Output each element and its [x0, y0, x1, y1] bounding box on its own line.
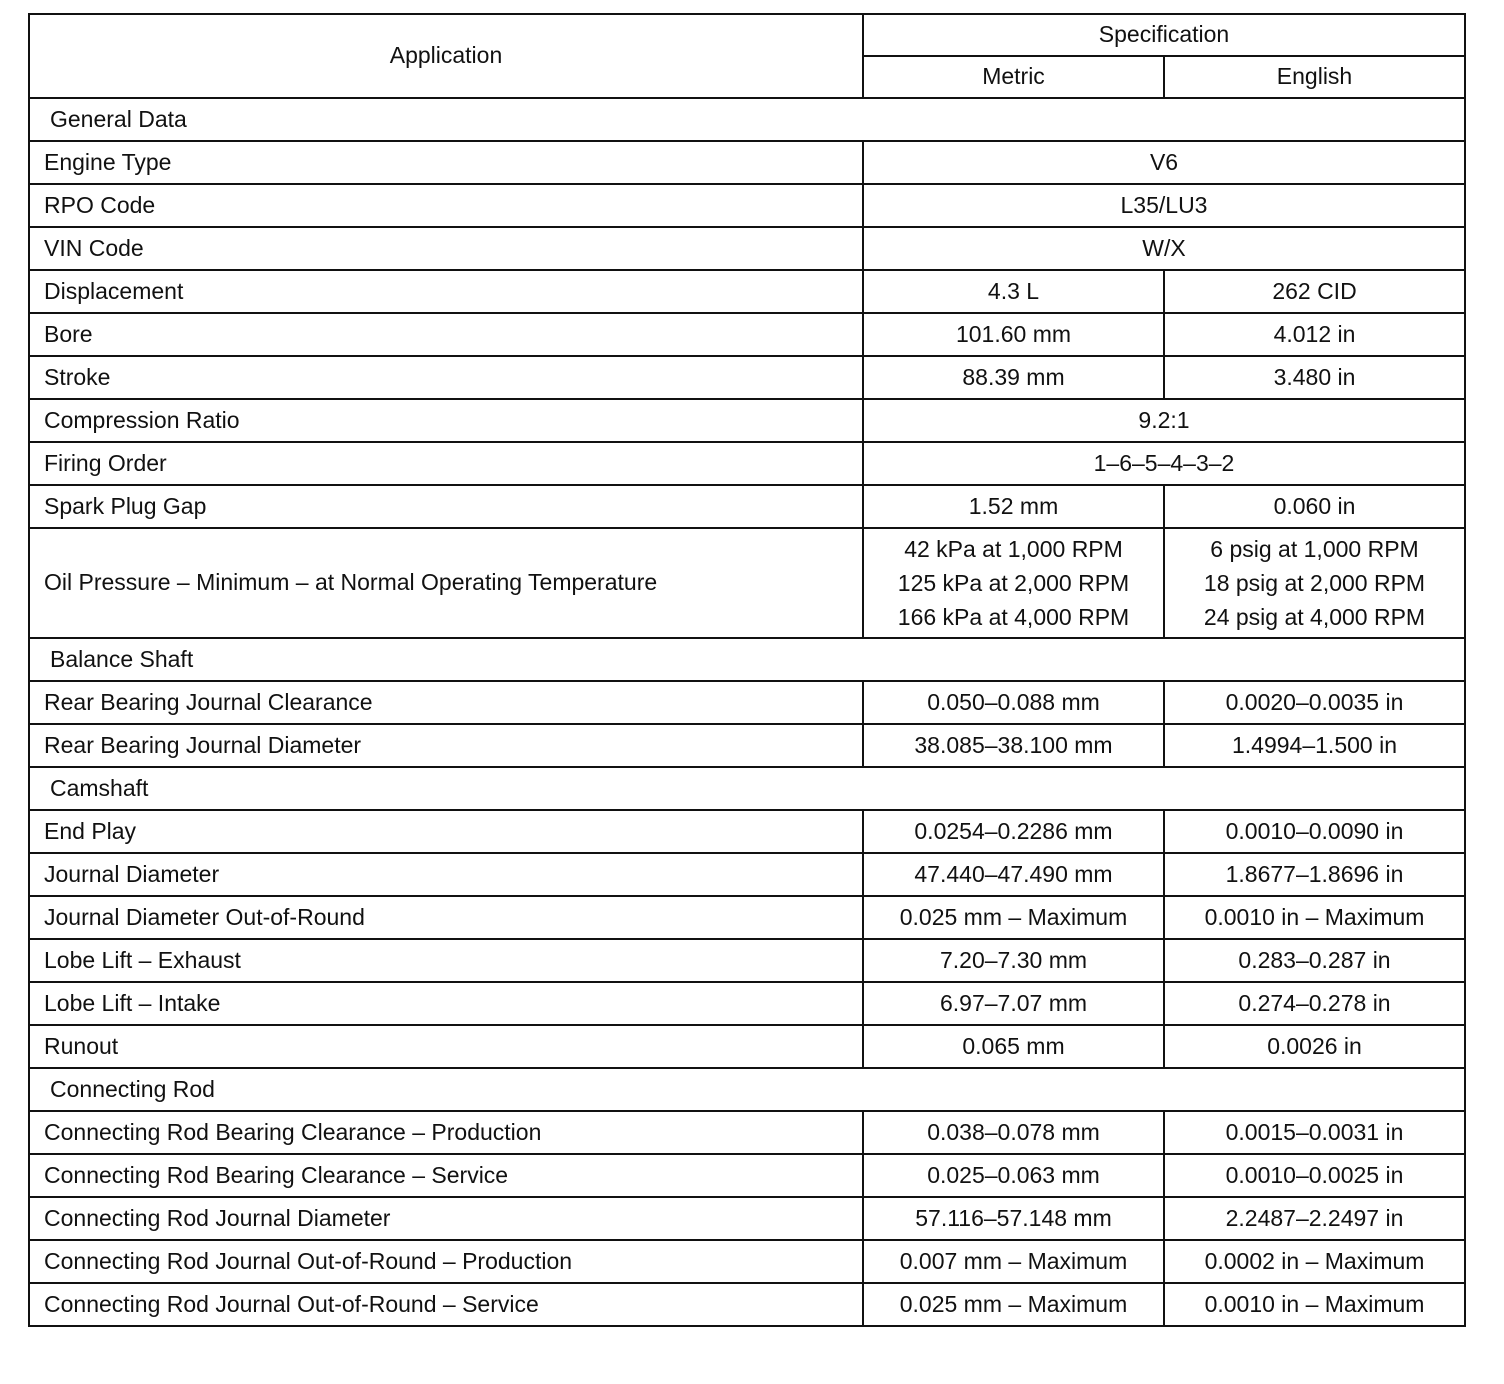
section-row: [29, 1068, 1465, 1111]
row-label: Stroke: [29, 356, 863, 399]
metric-value: 101.60 mm: [863, 313, 1164, 356]
metric-line: 166 kPa at 4,000 RPM: [897, 604, 1130, 630]
row-label: RPO Code: [29, 184, 863, 227]
english-line: 18 psig at 2,000 RPM: [1203, 570, 1426, 596]
row-label: End Play: [29, 810, 863, 853]
metric-value: 88.39 mm: [863, 356, 1164, 399]
row-label: Compression Ratio: [29, 399, 863, 442]
table-row: [29, 853, 1465, 896]
english-value: 1.8677–1.8696 in: [1164, 853, 1465, 896]
english-line: 24 psig at 4,000 RPM: [1203, 604, 1426, 630]
metric-value: 0.025 mm – Maximum: [863, 1283, 1164, 1326]
metric-value: 0.007 mm – Maximum: [863, 1240, 1164, 1283]
row-label: Rear Bearing Journal Clearance: [29, 681, 863, 724]
section-title: General Data: [29, 98, 1465, 141]
specification-header: Specification: [863, 14, 1465, 56]
table-row: [29, 1197, 1465, 1240]
table-row: [29, 1283, 1465, 1326]
english-value: 0.060 in: [1164, 485, 1465, 528]
english-value: 0.0015–0.0031 in: [1164, 1111, 1465, 1154]
english-value: 0.274–0.278 in: [1164, 982, 1465, 1025]
table-row: [29, 227, 1465, 270]
table-row: [29, 356, 1465, 399]
section-row: [29, 767, 1465, 810]
english-value: [1164, 528, 1465, 638]
english-value: 3.480 in: [1164, 356, 1465, 399]
table-row: [29, 442, 1465, 485]
table-row: [29, 896, 1465, 939]
table-row: [29, 528, 1465, 638]
metric-value: 0.050–0.088 mm: [863, 681, 1164, 724]
combined-value: V6: [863, 141, 1465, 184]
table-row: [29, 184, 1465, 227]
row-label: Bore: [29, 313, 863, 356]
row-label: Lobe Lift – Exhaust: [29, 939, 863, 982]
metric-line: 42 kPa at 1,000 RPM: [904, 536, 1123, 562]
english-value: 262 CID: [1164, 270, 1465, 313]
row-label: Firing Order: [29, 442, 863, 485]
row-label: Rear Bearing Journal Diameter: [29, 724, 863, 767]
english-value: 4.012 in: [1164, 313, 1465, 356]
row-label: Journal Diameter Out-of-Round: [29, 896, 863, 939]
metric-value: 0.038–0.078 mm: [863, 1111, 1164, 1154]
row-label: Runout: [29, 1025, 863, 1068]
table-row: [29, 141, 1465, 184]
english-line: 6 psig at 1,000 RPM: [1210, 536, 1419, 562]
english-value: 0.0010 in – Maximum: [1164, 1283, 1465, 1326]
row-label: Displacement: [29, 270, 863, 313]
table-row: [29, 982, 1465, 1025]
english-value: 1.4994–1.500 in: [1164, 724, 1465, 767]
english-value: 2.2487–2.2497 in: [1164, 1197, 1465, 1240]
table-row: [29, 681, 1465, 724]
table-row: [29, 1025, 1465, 1068]
combined-value: L35/LU3: [863, 184, 1465, 227]
table-row: [29, 270, 1465, 313]
table-row: [29, 939, 1465, 982]
metric-value: 47.440–47.490 mm: [863, 853, 1164, 896]
metric-value: 6.97–7.07 mm: [863, 982, 1164, 1025]
table-row: [29, 313, 1465, 356]
metric-value: 0.065 mm: [863, 1025, 1164, 1068]
table-body: [29, 98, 1465, 1326]
metric-value: 0.0254–0.2286 mm: [863, 810, 1164, 853]
metric-value: 7.20–7.30 mm: [863, 939, 1164, 982]
section-title: Camshaft: [29, 767, 1465, 810]
row-label: Connecting Rod Journal Diameter: [29, 1197, 863, 1240]
row-label: Oil Pressure – Minimum – at Normal Operating Temperature: [29, 528, 863, 638]
application-header: Application: [29, 14, 863, 98]
combined-value: W/X: [863, 227, 1465, 270]
combined-value: 1–6–5–4–3–2: [863, 442, 1465, 485]
metric-value: 0.025 mm – Maximum: [863, 896, 1164, 939]
metric-value: 57.116–57.148 mm: [863, 1197, 1164, 1240]
table-row: [29, 1111, 1465, 1154]
row-label: Lobe Lift – Intake: [29, 982, 863, 1025]
table-row: [29, 399, 1465, 442]
table-row: [29, 810, 1465, 853]
row-label: Connecting Rod Bearing Clearance – Production: [29, 1111, 863, 1154]
english-value: 0.0002 in – Maximum: [1164, 1240, 1465, 1283]
metric-value: 4.3 L: [863, 270, 1164, 313]
english-header: English: [1164, 56, 1465, 98]
english-value: 0.283–0.287 in: [1164, 939, 1465, 982]
combined-value: 9.2:1: [863, 399, 1465, 442]
english-value: 0.0010 in – Maximum: [1164, 896, 1465, 939]
metric-value: [863, 528, 1164, 638]
row-label: VIN Code: [29, 227, 863, 270]
table-row: [29, 485, 1465, 528]
metric-value: 1.52 mm: [863, 485, 1164, 528]
section-row: [29, 638, 1465, 681]
metric-value: 0.025–0.063 mm: [863, 1154, 1164, 1197]
row-label: Engine Type: [29, 141, 863, 184]
metric-line: 125 kPa at 2,000 RPM: [897, 570, 1130, 596]
row-label: Connecting Rod Journal Out-of-Round – Production: [29, 1240, 863, 1283]
english-value: 0.0026 in: [1164, 1025, 1465, 1068]
row-label: Journal Diameter: [29, 853, 863, 896]
metric-header: Metric: [863, 56, 1164, 98]
specification-table: [28, 13, 1466, 1327]
row-label: Connecting Rod Journal Out-of-Round – Service: [29, 1283, 863, 1326]
section-title: Balance Shaft: [29, 638, 1465, 681]
metric-value: 38.085–38.100 mm: [863, 724, 1164, 767]
section-title: Connecting Rod: [29, 1068, 1465, 1111]
table-row: [29, 1240, 1465, 1283]
english-value: 0.0010–0.0090 in: [1164, 810, 1465, 853]
section-row: [29, 98, 1465, 141]
table-row: [29, 724, 1465, 767]
row-label: Connecting Rod Bearing Clearance – Service: [29, 1154, 863, 1197]
table-row: [29, 1154, 1465, 1197]
english-value: 0.0010–0.0025 in: [1164, 1154, 1465, 1197]
english-value: 0.0020–0.0035 in: [1164, 681, 1465, 724]
row-label: Spark Plug Gap: [29, 485, 863, 528]
